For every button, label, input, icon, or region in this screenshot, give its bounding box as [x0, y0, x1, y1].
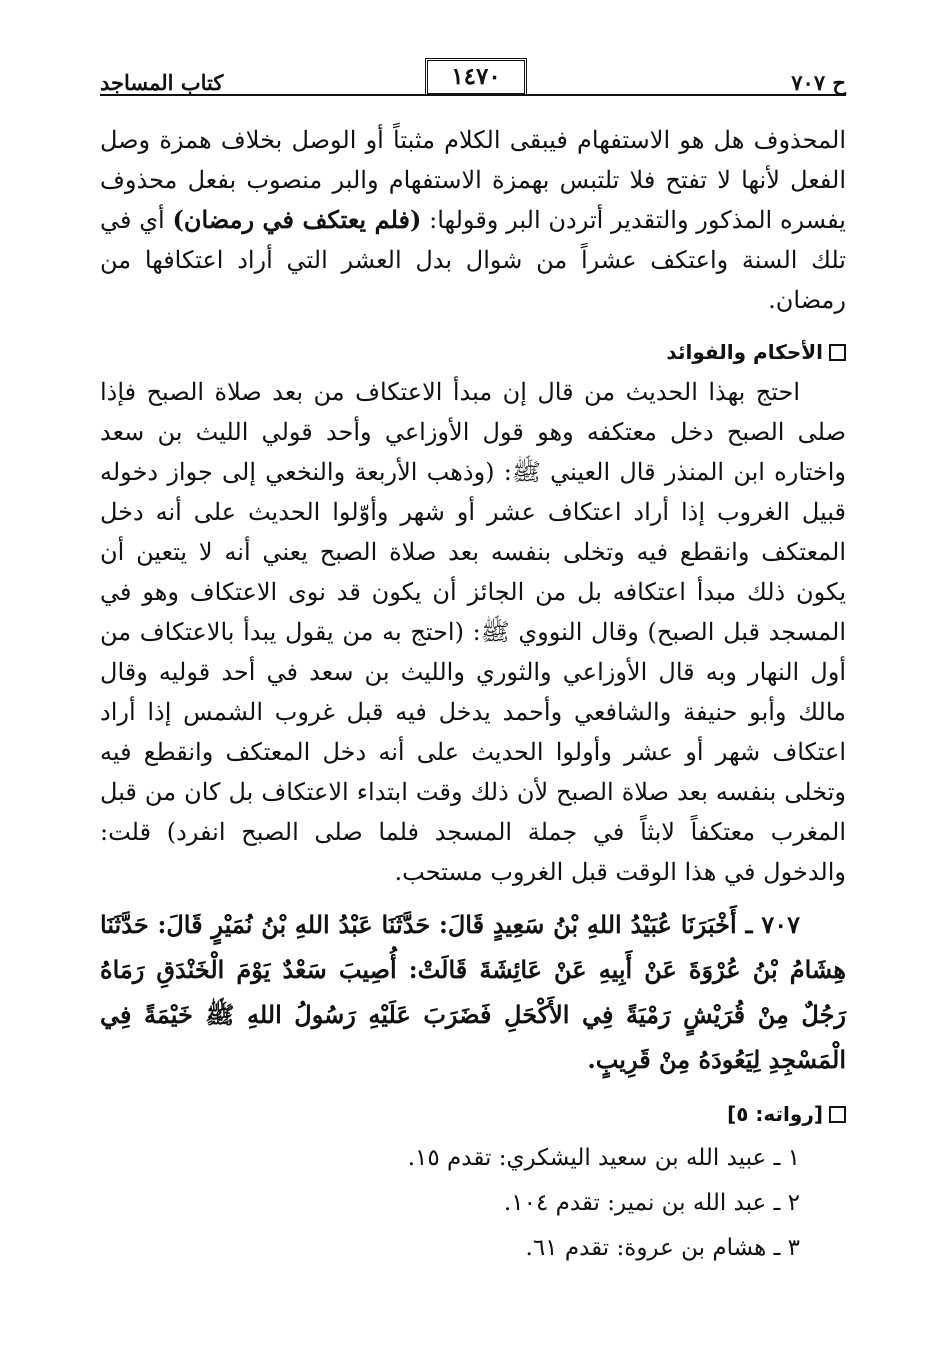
intro-text-end: أي في تلك السنة واعتكف عشراً من شوال بدل العشر التي أراد اعتكافها من رمضان.: [100, 206, 846, 314]
page-header: [100, 56, 846, 104]
rulings-paragraph: احتج بهذا الحديث من قال إن مبدأ الاعتكاف من بعد صلاة الصبح فإذا صلى الصبح دخل معتكفه وهو قول الأوزاعي وأحد قولي الليث بن سعد واختاره ابن المنذر قال العيني ﷺ: (وذهب الأربعة والنخعي إلى جواز دخوله قبيل الغروب إذا أراد اعتكاف عشر أو شهر وأوّلوا الحديث على أنه دخل المعتكف وانقطع فيه وتخلى بنفسه بعد صلاة الصبح يعني أنه لا يتعين أن يكون ذلك مبدأ اعتكافه بل من الجائز أن يكون قد نوى الاعتكاف وهو في المسجد قبل الصبح) وقال النووي ﷺ: (احتج به من يقول يبدأ بالاعتكاف من أول النهار وبه قال الأوزاعي والثوري والليث بن سعد في أحد قوليه وقال مالك وأبو حنيفة والشافعي وأحمد يدخل فيه قبل غروب الشمس إذا أراد اعتكاف شهر أو عشر وأولوا الحديث على أنه دخل المعتكف وانقطع فيه وتخلى بنفسه بعد صلاة الصبح لأن ذلك وقت ابتداء الاعتكاف بل كان من قبل المغرب معتكفاً لابثاً في جملة المسجد فلما صلى الصبح انفرد) قلت: والدخول في هذا الوقت قبل الغروب مستحب.: [100, 378, 846, 886]
checkbox-square-icon: [829, 1106, 846, 1123]
header-rule: [100, 94, 846, 96]
page-content: [100, 120, 846, 1271]
intro-bold-phrase: (فلم يعتكف في رمضان): [172, 205, 422, 234]
list-item: ٣ ـ هشام بن عروة: تقدم ٦١.: [525, 1235, 800, 1261]
checkbox-square-icon: [829, 344, 846, 361]
page-number: ١٤٧٠: [425, 58, 527, 96]
narrators-heading: [100, 1094, 846, 1134]
narrators-heading-label: [رواته: ٥]: [727, 1102, 823, 1126]
hadith-reference: ح ٧٠٧: [791, 70, 846, 95]
list-item: ٢ ـ عبد الله بن نمير: تقدم ١٠٤.: [503, 1190, 800, 1216]
list-item: ١ ـ عبيد الله بن سعيد اليشكري: تقدم ١٥.: [407, 1145, 800, 1171]
intro-text-start: المحذوف هل هو الاستفهام فيبقى الكلام مثبتاً أو الوصل بخلاف همزة وصل الفعل لأنها لا تفتح فلا تلتبس بهمزة الاستفهام والبر منصوب بفعل محذوف يفسره المذكور والتقدير أتردن البر وقولها:: [100, 126, 847, 234]
hadith-text: ٧٠٧ ـ أَخْبَرَنَا عُبَيْدُ اللهِ بْنُ سَعِيدٍ قَالَ: حَدَّثَنَا عَبْدُ اللهِ بْنُ نُمَيْرٍ قَالَ: حَدَّثَنَا هِشَامُ بْنُ عُرْوَةَ عَنْ أَبِيهِ عَنْ عَائِشَةَ قَالَتْ: أُصِيبَ سَعْدٌ يَوْمَ الْخَنْدَقِ رَمَاهُ رَجُلٌ مِنْ قُرَيْشٍ رَمْيَةً فِي الأَكْحَلِ فَضَرَبَ عَلَيْهِ رَسُولُ اللهِ ﷺ خَيْمَةً فِي الْمَسْجِدِ لِيَعُودَهُ مِنْ قَرِيبٍ.: [100, 910, 846, 1074]
rulings-heading-label: الأحكام والفوائد: [666, 340, 823, 364]
book-title: كتاب المساجد: [100, 70, 224, 95]
intro-paragraph: [100, 120, 846, 320]
rulings-heading: [100, 332, 846, 372]
narrators-list: [100, 1136, 846, 1271]
